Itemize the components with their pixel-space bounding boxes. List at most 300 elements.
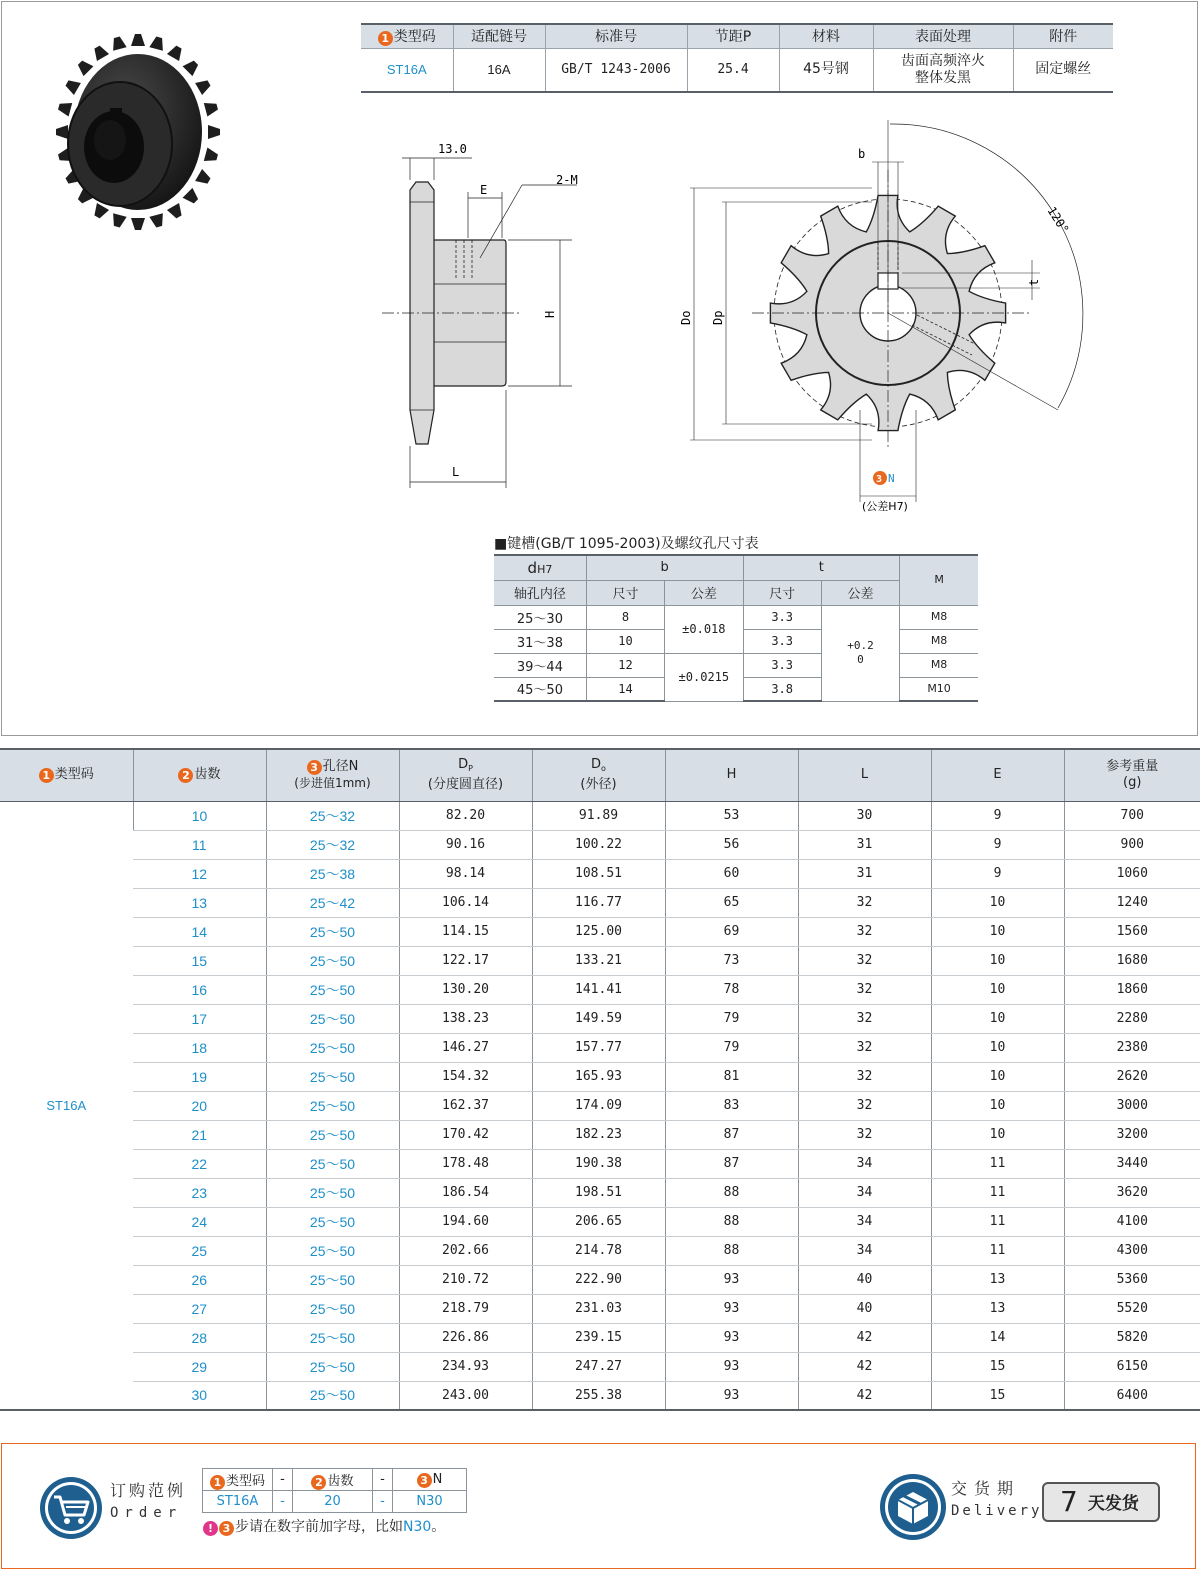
- cell-bore: 25～50: [266, 917, 399, 946]
- cell-l: 34: [798, 1236, 931, 1265]
- cell-h: 65: [665, 888, 798, 917]
- table-row: [0, 975, 1200, 1004]
- cell-h: 93: [665, 1294, 798, 1323]
- cell-weight: 4300: [1064, 1236, 1200, 1265]
- col-model: 1 类型码: [0, 749, 133, 801]
- cell-h: 79: [665, 1033, 798, 1062]
- order-col-n: 3 N: [393, 1469, 467, 1491]
- cell-l: 32: [798, 1062, 931, 1091]
- key-table: [494, 554, 978, 702]
- cell-h: 93: [665, 1265, 798, 1294]
- cell-e: 15: [931, 1381, 1064, 1410]
- table-row: [0, 1236, 1200, 1265]
- sprocket-tooth: [167, 203, 185, 220]
- cell-e: 11: [931, 1178, 1064, 1207]
- cell-teeth: 21: [133, 1120, 266, 1149]
- cell-l: 34: [798, 1178, 931, 1207]
- cell-weight: 3200: [1064, 1120, 1200, 1149]
- cell-e: 11: [931, 1207, 1064, 1236]
- col-bore: 3 孔径N (步进值1mm): [266, 749, 399, 801]
- order-val-teeth: 20: [293, 1491, 373, 1513]
- cell-bore: 25～50: [266, 1294, 399, 1323]
- cell-do: 91.89: [532, 801, 665, 830]
- cell-l: 40: [798, 1265, 931, 1294]
- cell-dp: 186.54: [399, 1178, 532, 1207]
- spec-model: ST16A: [361, 48, 453, 92]
- col-dp: $D_P$ (分度圆直径): [399, 749, 532, 801]
- cell-bore: 25～38: [266, 859, 399, 888]
- cell-bore: 25～50: [266, 1352, 399, 1381]
- shopping-cart-icon: [38, 1475, 104, 1541]
- badge-3: 3: [876, 474, 883, 485]
- cell-h: 79: [665, 1004, 798, 1033]
- cell-e: 10: [931, 888, 1064, 917]
- cell-h: 88: [665, 1207, 798, 1236]
- dim-e: E: [480, 183, 488, 197]
- delivery-label: 交货期 Delivery: [951, 1479, 1043, 1519]
- cell-h: 87: [665, 1120, 798, 1149]
- cell-bore: 25～50: [266, 1091, 399, 1120]
- table-row: [0, 830, 1200, 859]
- dim-n-tol: (公差H7): [862, 500, 908, 513]
- col-e: E: [931, 749, 1064, 801]
- order-val-model: ST16A: [203, 1491, 273, 1513]
- cell-bore: 25～32: [266, 830, 399, 859]
- cell-bore: 25～50: [266, 1004, 399, 1033]
- cell-dp: 210.72: [399, 1265, 532, 1294]
- sprocket-tooth: [167, 44, 185, 61]
- cell-e: 10: [931, 1091, 1064, 1120]
- key-t: 3.3: [743, 605, 821, 629]
- cell-bore: 25～50: [266, 1265, 399, 1294]
- cell-dp: 178.48: [399, 1149, 532, 1178]
- dim-angle: 120°: [1044, 204, 1072, 237]
- table-row: [0, 1178, 1200, 1207]
- table-row: [0, 1120, 1200, 1149]
- cell-l: 32: [798, 888, 931, 917]
- cell-l: 31: [798, 830, 931, 859]
- key-col-t: t: [743, 555, 900, 580]
- order-dash: -: [273, 1469, 293, 1491]
- sprocket-tooth: [75, 58, 93, 76]
- cell-h: 87: [665, 1149, 798, 1178]
- cell-bore: 25～50: [266, 1178, 399, 1207]
- cell-do: 247.27: [532, 1352, 665, 1381]
- table-row: [0, 859, 1200, 888]
- cell-bore: 25～50: [266, 1033, 399, 1062]
- cell-bore: 25～50: [266, 1381, 399, 1410]
- order-panel: [1, 1443, 1196, 1569]
- table-row: [0, 946, 1200, 975]
- spec-header-chain: 适配链号: [453, 24, 545, 48]
- cell-h: 93: [665, 1352, 798, 1381]
- cell-l: 30: [798, 801, 931, 830]
- cell-do: 222.90: [532, 1265, 665, 1294]
- key-sub-b-tol: 公差: [665, 580, 743, 605]
- sprocket-tooth: [208, 125, 220, 139]
- cell-dp: 162.37: [399, 1091, 532, 1120]
- cell-do: 174.09: [532, 1091, 665, 1120]
- cell-do: 231.03: [532, 1294, 665, 1323]
- spec-pitch: 25.4: [687, 48, 779, 92]
- key-m: M8: [900, 629, 978, 653]
- spec-header-material: 材料: [779, 24, 873, 48]
- cell-l: 32: [798, 1120, 931, 1149]
- cell-bore: 25～50: [266, 1236, 399, 1265]
- cell-teeth: 17: [133, 1004, 266, 1033]
- order-label: 订购范例 Order: [110, 1481, 187, 1521]
- sprocket-tooth: [195, 169, 212, 187]
- cell-weight: 2380: [1064, 1033, 1200, 1062]
- cell-bore: 25～42: [266, 888, 399, 917]
- cell-dp: 106.14: [399, 888, 532, 917]
- cell-do: 206.65: [532, 1207, 665, 1236]
- cell-teeth: 12: [133, 859, 266, 888]
- cell-teeth: 14: [133, 917, 266, 946]
- spec-surface: 齿面高频淬火 整体发黑: [873, 48, 1013, 92]
- key-t: 3.3: [743, 653, 821, 677]
- cell-bore: 25～50: [266, 1062, 399, 1091]
- cell-bore: 25～50: [266, 1323, 399, 1352]
- cell-e: 10: [931, 917, 1064, 946]
- spec-chain: 16A: [453, 48, 545, 92]
- sprocket-tooth: [56, 125, 68, 139]
- dim-do: Do: [679, 310, 693, 325]
- key-col-d-bottom: 轴孔内径: [494, 580, 586, 605]
- cell-dp: 114.15: [399, 917, 532, 946]
- cell-do: 116.77: [532, 888, 665, 917]
- cell-weight: 900: [1064, 830, 1200, 859]
- cell-do: 133.21: [532, 946, 665, 975]
- table-row: [0, 1265, 1200, 1294]
- cell-e: 13: [931, 1265, 1064, 1294]
- dim-2m: 2-M: [556, 173, 578, 187]
- dimension-table: [0, 748, 1200, 1411]
- key-m: M8: [900, 605, 978, 629]
- cell-teeth: 24: [133, 1207, 266, 1236]
- side-view: [382, 158, 577, 488]
- cell-h: 78: [665, 975, 798, 1004]
- cell-l: 31: [798, 859, 931, 888]
- cell-weight: 700: [1064, 801, 1200, 830]
- table-row: [0, 1033, 1200, 1062]
- cell-do: 214.78: [532, 1236, 665, 1265]
- sprocket-tooth: [131, 34, 145, 46]
- cell-h: 60: [665, 859, 798, 888]
- cell-e: 10: [931, 1033, 1064, 1062]
- cell-dp: 218.79: [399, 1294, 532, 1323]
- spec-header-model: 1 类型码: [361, 24, 453, 48]
- cell-dp: 234.93: [399, 1352, 532, 1381]
- cell-h: 83: [665, 1091, 798, 1120]
- cell-teeth: 30: [133, 1381, 266, 1410]
- spec-accessory: 固定螺丝: [1013, 48, 1113, 92]
- cell-teeth: 10: [133, 801, 266, 830]
- cell-weight: 3620: [1064, 1178, 1200, 1207]
- cell-e: 10: [931, 946, 1064, 975]
- key-d: 45～50: [494, 677, 586, 701]
- cell-dp: 122.17: [399, 946, 532, 975]
- cell-do: 239.15: [532, 1323, 665, 1352]
- dim-t: t: [1027, 278, 1041, 286]
- cell-h: 53: [665, 801, 798, 830]
- cell-teeth: 18: [133, 1033, 266, 1062]
- cell-weight: 3000: [1064, 1091, 1200, 1120]
- cell-h: 88: [665, 1236, 798, 1265]
- cell-h: 73: [665, 946, 798, 975]
- spec-table: [361, 23, 1113, 93]
- key-b: 12: [586, 653, 664, 677]
- technical-drawing: [372, 110, 1092, 530]
- cell-bore: 25～50: [266, 1120, 399, 1149]
- cell-l: 42: [798, 1381, 931, 1410]
- cell-teeth: 19: [133, 1062, 266, 1091]
- sprocket-tooth: [64, 77, 81, 95]
- cell-e: 9: [931, 830, 1064, 859]
- cell-h: 93: [665, 1323, 798, 1352]
- sprocket-tooth: [91, 44, 109, 61]
- spec-material: 45号钢: [779, 48, 873, 92]
- sprocket-tooth: [57, 100, 72, 117]
- cell-bore: 25～50: [266, 946, 399, 975]
- cell-dp: 194.60: [399, 1207, 532, 1236]
- key-sub-b-size: 尺寸: [586, 580, 664, 605]
- cell-e: 10: [931, 1120, 1064, 1149]
- cell-e: 11: [931, 1236, 1064, 1265]
- key-m: M8: [900, 653, 978, 677]
- cell-l: 32: [798, 1091, 931, 1120]
- key-col-b: b: [586, 555, 743, 580]
- spec-header-pitch: 节距P: [687, 24, 779, 48]
- sprocket-tooth: [204, 100, 219, 117]
- cell-do: 198.51: [532, 1178, 665, 1207]
- sprocket-tooth: [110, 35, 127, 50]
- cell-weight: 1240: [1064, 888, 1200, 917]
- cell-bore: 25～50: [266, 1207, 399, 1236]
- sprocket-tooth: [183, 188, 201, 206]
- cell-teeth: 25: [133, 1236, 266, 1265]
- cell-teeth: 11: [133, 830, 266, 859]
- cell-teeth: 28: [133, 1323, 266, 1352]
- key-table-title: ■键槽(GB/T 1095-2003)及螺纹孔尺寸表: [494, 536, 759, 552]
- cell-dp: 243.00: [399, 1381, 532, 1410]
- cell-e: 9: [931, 801, 1064, 830]
- cell-bore: 25～50: [266, 975, 399, 1004]
- key-col-d-top: dH7: [494, 555, 586, 580]
- cell-dp: 82.20: [399, 801, 532, 830]
- key-sub-t-tol: 公差: [821, 580, 899, 605]
- cell-teeth: 23: [133, 1178, 266, 1207]
- cell-dp: 130.20: [399, 975, 532, 1004]
- delivery-days: 7: [1060, 1485, 1078, 1518]
- dim-n: N: [888, 472, 895, 485]
- cell-e: 10: [931, 1004, 1064, 1033]
- key-col-m: M: [900, 555, 978, 605]
- table-row: [0, 1381, 1200, 1410]
- cell-weight: 3440: [1064, 1149, 1200, 1178]
- cell-l: 32: [798, 917, 931, 946]
- cell-bore: 25～32: [266, 801, 399, 830]
- key-row: [494, 653, 978, 677]
- key-t-tol: +0.2 0: [821, 605, 899, 701]
- spec-header-accessory: 附件: [1013, 24, 1113, 48]
- key-b: 8: [586, 605, 664, 629]
- col-do: $D_o$ (外径): [532, 749, 665, 801]
- order-dash: -: [373, 1469, 393, 1491]
- cell-weight: 1860: [1064, 975, 1200, 1004]
- spec-panel: [1, 1, 1198, 736]
- cell-do: 141.41: [532, 975, 665, 1004]
- cell-e: 13: [931, 1294, 1064, 1323]
- key-d: 31～38: [494, 629, 586, 653]
- order-dash: -: [373, 1491, 393, 1513]
- cell-weight: 1680: [1064, 946, 1200, 975]
- key-b-tol-2: ±0.0215: [665, 653, 743, 701]
- col-teeth: 2 齿数: [133, 749, 266, 801]
- delivery-days-box: [1042, 1482, 1160, 1522]
- key-b: 10: [586, 629, 664, 653]
- order-dash: -: [273, 1491, 293, 1513]
- cell-teeth: 13: [133, 888, 266, 917]
- cell-weight: 5360: [1064, 1265, 1200, 1294]
- cell-weight: 5520: [1064, 1294, 1200, 1323]
- front-view: [690, 120, 1083, 502]
- cell-do: 125.00: [532, 917, 665, 946]
- cell-e: 10: [931, 975, 1064, 1004]
- dim-h: H: [543, 310, 557, 318]
- spec-row: [361, 48, 1113, 92]
- sprocket-tooth: [204, 148, 219, 165]
- table-row: [0, 1352, 1200, 1381]
- key-b: 14: [586, 677, 664, 701]
- cell-do: 100.22: [532, 830, 665, 859]
- cell-l: 42: [798, 1323, 931, 1352]
- cell-weight: 6400: [1064, 1381, 1200, 1410]
- key-sub-t-size: 尺寸: [743, 580, 821, 605]
- table-row: [0, 1294, 1200, 1323]
- cell-e: 11: [931, 1149, 1064, 1178]
- sprocket-tooth: [195, 77, 212, 95]
- cell-weight: 6150: [1064, 1352, 1200, 1381]
- cell-teeth: 22: [133, 1149, 266, 1178]
- cell-do: 165.93: [532, 1062, 665, 1091]
- cell-dp: 154.32: [399, 1062, 532, 1091]
- cell-do: 157.77: [532, 1033, 665, 1062]
- col-h: H: [665, 749, 798, 801]
- table-row: [0, 1323, 1200, 1352]
- table-row: [0, 888, 1200, 917]
- cell-h: 81: [665, 1062, 798, 1091]
- cell-do: 190.38: [532, 1149, 665, 1178]
- dim-b: b: [858, 147, 866, 161]
- cell-h: 88: [665, 1178, 798, 1207]
- dimension-table-body: [0, 801, 1200, 1410]
- table-row: [0, 801, 1200, 830]
- order-col-teeth: 2 齿数: [293, 1469, 373, 1491]
- cell-l: 32: [798, 1033, 931, 1062]
- table-row: [0, 1149, 1200, 1178]
- cell-l: 32: [798, 1004, 931, 1033]
- key-t: 3.3: [743, 629, 821, 653]
- key-d: 39～44: [494, 653, 586, 677]
- col-weight: 参考重量 (g): [1064, 749, 1200, 801]
- cell-model: ST16A: [0, 801, 133, 1410]
- table-row: [0, 1062, 1200, 1091]
- cell-weight: 1060: [1064, 859, 1200, 888]
- cell-dp: 138.23: [399, 1004, 532, 1033]
- delivery-days-text: 天发货: [1087, 1494, 1139, 1514]
- cell-e: 9: [931, 859, 1064, 888]
- cell-weight: 1560: [1064, 917, 1200, 946]
- table-row: [0, 1004, 1200, 1033]
- cell-teeth: 15: [133, 946, 266, 975]
- cell-e: 10: [931, 1062, 1064, 1091]
- cell-l: 34: [798, 1207, 931, 1236]
- cell-dp: 202.66: [399, 1236, 532, 1265]
- delivery-box-icon: [878, 1472, 948, 1542]
- key-b-tol-1: ±0.018: [665, 605, 743, 653]
- cell-h: 93: [665, 1381, 798, 1410]
- cell-l: 40: [798, 1294, 931, 1323]
- cell-teeth: 29: [133, 1352, 266, 1381]
- sprocket-tooth: [91, 203, 109, 220]
- cell-dp: 146.27: [399, 1033, 532, 1062]
- cell-l: 34: [798, 1149, 931, 1178]
- dim-l: L: [452, 465, 460, 479]
- sprocket-tooth: [131, 218, 145, 230]
- key-m: M10: [900, 677, 978, 701]
- cell-h: 56: [665, 830, 798, 859]
- dim-dp: Dp: [711, 310, 725, 325]
- sprocket-tooth: [149, 35, 166, 50]
- cell-teeth: 26: [133, 1265, 266, 1294]
- key-d: 25～30: [494, 605, 586, 629]
- cell-weight: 4100: [1064, 1207, 1200, 1236]
- cell-l: 42: [798, 1352, 931, 1381]
- badge-1: 1: [378, 31, 393, 46]
- col-l: L: [798, 749, 931, 801]
- cell-bore: 25～50: [266, 1149, 399, 1178]
- order-example-table: [202, 1468, 467, 1513]
- cell-h: 69: [665, 917, 798, 946]
- sprocket-tooth: [183, 58, 201, 76]
- order-note: ! 3 步请在数字前加字母，比如N30。: [203, 1516, 445, 1536]
- table-row: [0, 917, 1200, 946]
- spec-standard: GB/T 1243-2006: [545, 48, 687, 92]
- key-t: 3.8: [743, 677, 821, 701]
- cell-do: 182.23: [532, 1120, 665, 1149]
- cell-teeth: 16: [133, 975, 266, 1004]
- cell-weight: 5820: [1064, 1323, 1200, 1352]
- cell-teeth: 27: [133, 1294, 266, 1323]
- info-icon: !: [203, 1521, 218, 1536]
- key-row: [494, 605, 978, 629]
- cell-dp: 98.14: [399, 859, 532, 888]
- cell-l: 32: [798, 946, 931, 975]
- cell-teeth: 20: [133, 1091, 266, 1120]
- cell-do: 108.51: [532, 859, 665, 888]
- sprocket-tooth: [149, 213, 166, 228]
- sprocket-tooth: [110, 213, 127, 228]
- cell-do: 149.59: [532, 1004, 665, 1033]
- order-val-n: N30: [393, 1491, 467, 1513]
- table-row: [0, 1207, 1200, 1236]
- cell-dp: 226.86: [399, 1323, 532, 1352]
- spec-header-surface: 表面处理: [873, 24, 1013, 48]
- cell-dp: 90.16: [399, 830, 532, 859]
- table-row: [0, 1091, 1200, 1120]
- cell-weight: 2280: [1064, 1004, 1200, 1033]
